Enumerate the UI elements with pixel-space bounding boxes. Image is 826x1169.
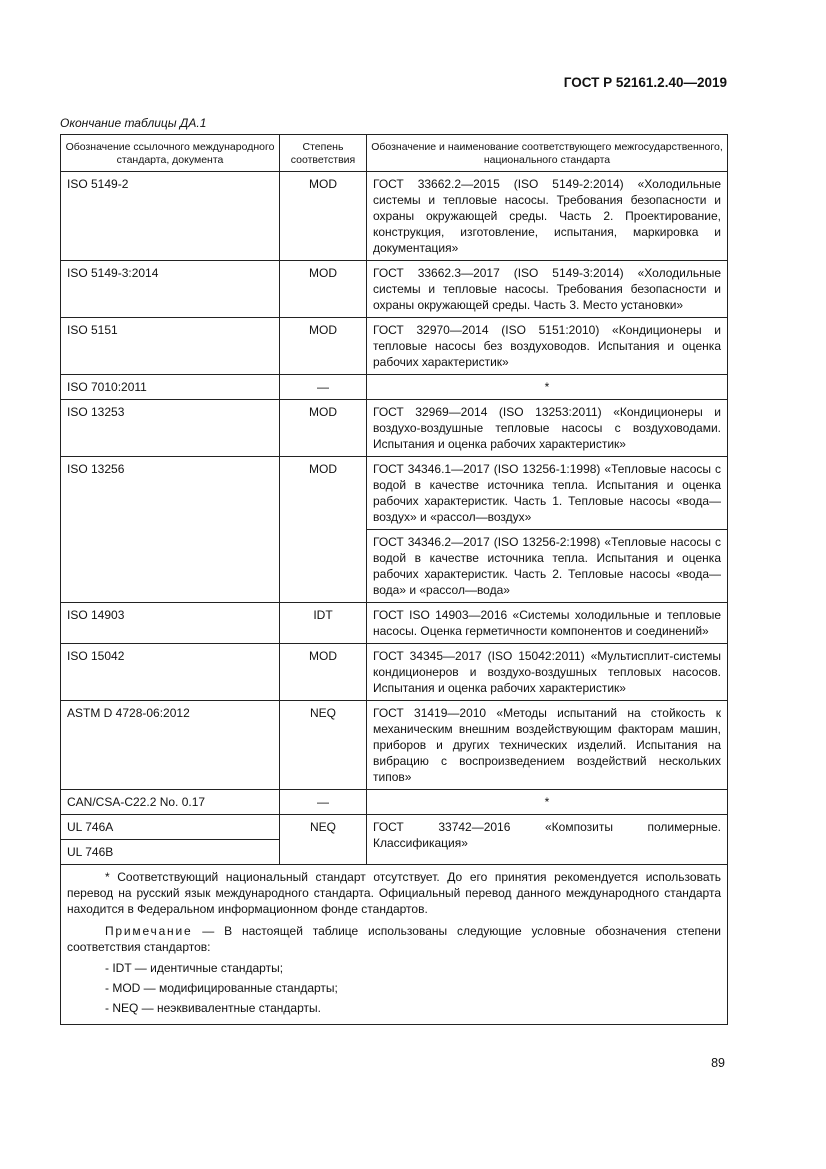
degree-cell: NEQ — [280, 701, 367, 790]
reference-cell: ASTM D 4728-06:2012 — [61, 701, 280, 790]
footnote-marker-cell: * — [367, 790, 728, 815]
reference-cell: ISO 5149-3:2014 — [61, 261, 280, 318]
table-row — [61, 644, 728, 701]
list-item: - NEQ — неэквивалентные стандарты. — [105, 1001, 321, 1015]
national-standard-cell: ГОСТ 33662.3—2017 (ISO 5149-3:2014) «Холодильные системы и тепловые насосы. Требования безопасности и охраны окружающей среды. Часть 3. Место установки» — [367, 261, 728, 318]
degree-cell: MOD — [280, 261, 367, 318]
column-header-degree: Степень соответствия — [280, 135, 367, 172]
table-row — [61, 400, 728, 457]
reference-cell: CAN/CSA-C22.2 No. 0.17 — [61, 790, 280, 815]
reference-cell: UL 746B — [61, 840, 280, 865]
table-caption: Окончание таблицы ДА.1 — [60, 116, 207, 130]
degree-cell: IDT — [280, 603, 367, 644]
degree-cell: NEQ — [280, 815, 367, 865]
degree-cell: — — [280, 375, 367, 400]
national-standard-cell: ГОСТ 34345—2017 (ISO 15042:2011) «Мультисплит-системы кондиционеров и воздухо-воздушных тепловых насосов. Испытания и оценка рабочих характеристик» — [367, 644, 728, 701]
reference-cell: ISO 13253 — [61, 400, 280, 457]
national-standard-cell: ГОСТ 32970—2014 (ISO 5151:2010) «Кондиционеры и тепловые насосы без воздуховодов. Испытания и оценка рабочих характеристик» — [367, 318, 728, 375]
reference-cell: ISO 13256 — [61, 457, 280, 603]
national-standard-cell: ГОСТ 33742—2016 «Композиты полимерные. Классификация» — [367, 815, 728, 865]
footnote-marker-cell: * — [367, 375, 728, 400]
table-row — [61, 701, 728, 790]
national-standard-cell: ГОСТ 31419—2010 «Методы испытаний на стойкость к механическим внешним воздействующим факторам машин, приборов и других технических изделий. Испытания на вибрацию с воспроизведением воздействий нескольких типов» — [367, 701, 728, 790]
degree-cell: MOD — [280, 457, 367, 603]
degree-cell: MOD — [280, 644, 367, 701]
table-row — [61, 318, 728, 375]
degree-cell: MOD — [280, 318, 367, 375]
footnote-text: * Соответствующий национальный стандарт отсутствует. До его принятия рекомендуется использовать перевод на русский язык международного стандарта. Официальный перевод данного международного стандарта находится в Федеральном информационном фонде стандартов. — [67, 870, 721, 916]
reference-cell: ISO 5149-2 — [61, 172, 280, 261]
note-text: — В настоящей таблице использованы следующие условные обозначения степени соответствия стандартов: — [67, 924, 721, 954]
table-row — [61, 172, 728, 261]
reference-cell: ISO 15042 — [61, 644, 280, 701]
page-number: 89 — [711, 1056, 725, 1070]
column-header-reference: Обозначение ссылочного международного стандарта, документа — [61, 135, 280, 172]
national-standard-cell: ГОСТ 33662.2—2015 (ISO 5149-2:2014) «Холодильные системы и тепловые насосы. Требования безопасности и охраны окружающей среды. Часть 2. Проектирование, конструкция, изготовление, испытания, маркировка и документация» — [367, 172, 728, 261]
reference-cell: ISO 7010:2011 — [61, 375, 280, 400]
note-paragraph — [67, 923, 721, 955]
document-header: ГОСТ Р 52161.2.40—2019 — [563, 75, 727, 90]
table-row — [61, 603, 728, 644]
note-label: Примечание — [105, 924, 193, 938]
column-header-national-standard: Обозначение и наименование соответствующего межгосударственного, национального стандарта — [367, 135, 728, 172]
national-standard-cell: ГОСТ 34346.1—2017 (ISO 13256-1:1998) «Тепловые насосы с водой в качестве источника тепла. Испытания и оценка рабочих характеристик. Часть 1. Тепловые насосы «вода—воздух» и «рассол—воздух» — [367, 457, 728, 530]
reference-cell: UL 746A — [61, 815, 280, 840]
table-row — [61, 375, 728, 400]
footnotes-cell — [61, 865, 728, 1025]
footnotes-row — [61, 865, 728, 1025]
list-item: - MOD — модифицированные стандарты; — [105, 981, 338, 995]
list-item: - IDT — идентичные стандарты; — [105, 961, 284, 975]
table-row — [61, 457, 728, 530]
standards-correspondence-table — [60, 134, 728, 1025]
degree-cell: MOD — [280, 172, 367, 261]
table-row — [61, 815, 728, 840]
reference-cell: ISO 5151 — [61, 318, 280, 375]
national-standard-cell: ГОСТ 32969—2014 (ISO 13253:2011) «Кондиционеры и воздухо-воздушные тепловые насосы с воздуховодами. Испытания и оценка рабочих характеристик» — [367, 400, 728, 457]
reference-cell: ISO 14903 — [61, 603, 280, 644]
degree-cell: — — [280, 790, 367, 815]
table-row — [61, 261, 728, 318]
table-header-row — [61, 135, 728, 172]
degree-cell: MOD — [280, 400, 367, 457]
national-standard-cell: ГОСТ 34346.2—2017 (ISO 13256-2:1998) «Тепловые насосы с водой в качестве источника тепла. Испытания и оценка рабочих характеристик. Часть 2. Тепловые насосы «вода—вода» и «рассол—вода» — [367, 530, 728, 603]
table-row — [61, 790, 728, 815]
national-standard-cell: ГОСТ ISO 14903—2016 «Системы холодильные и тепловые насосы. Оценка герметичности компонентов и соединений» — [367, 603, 728, 644]
